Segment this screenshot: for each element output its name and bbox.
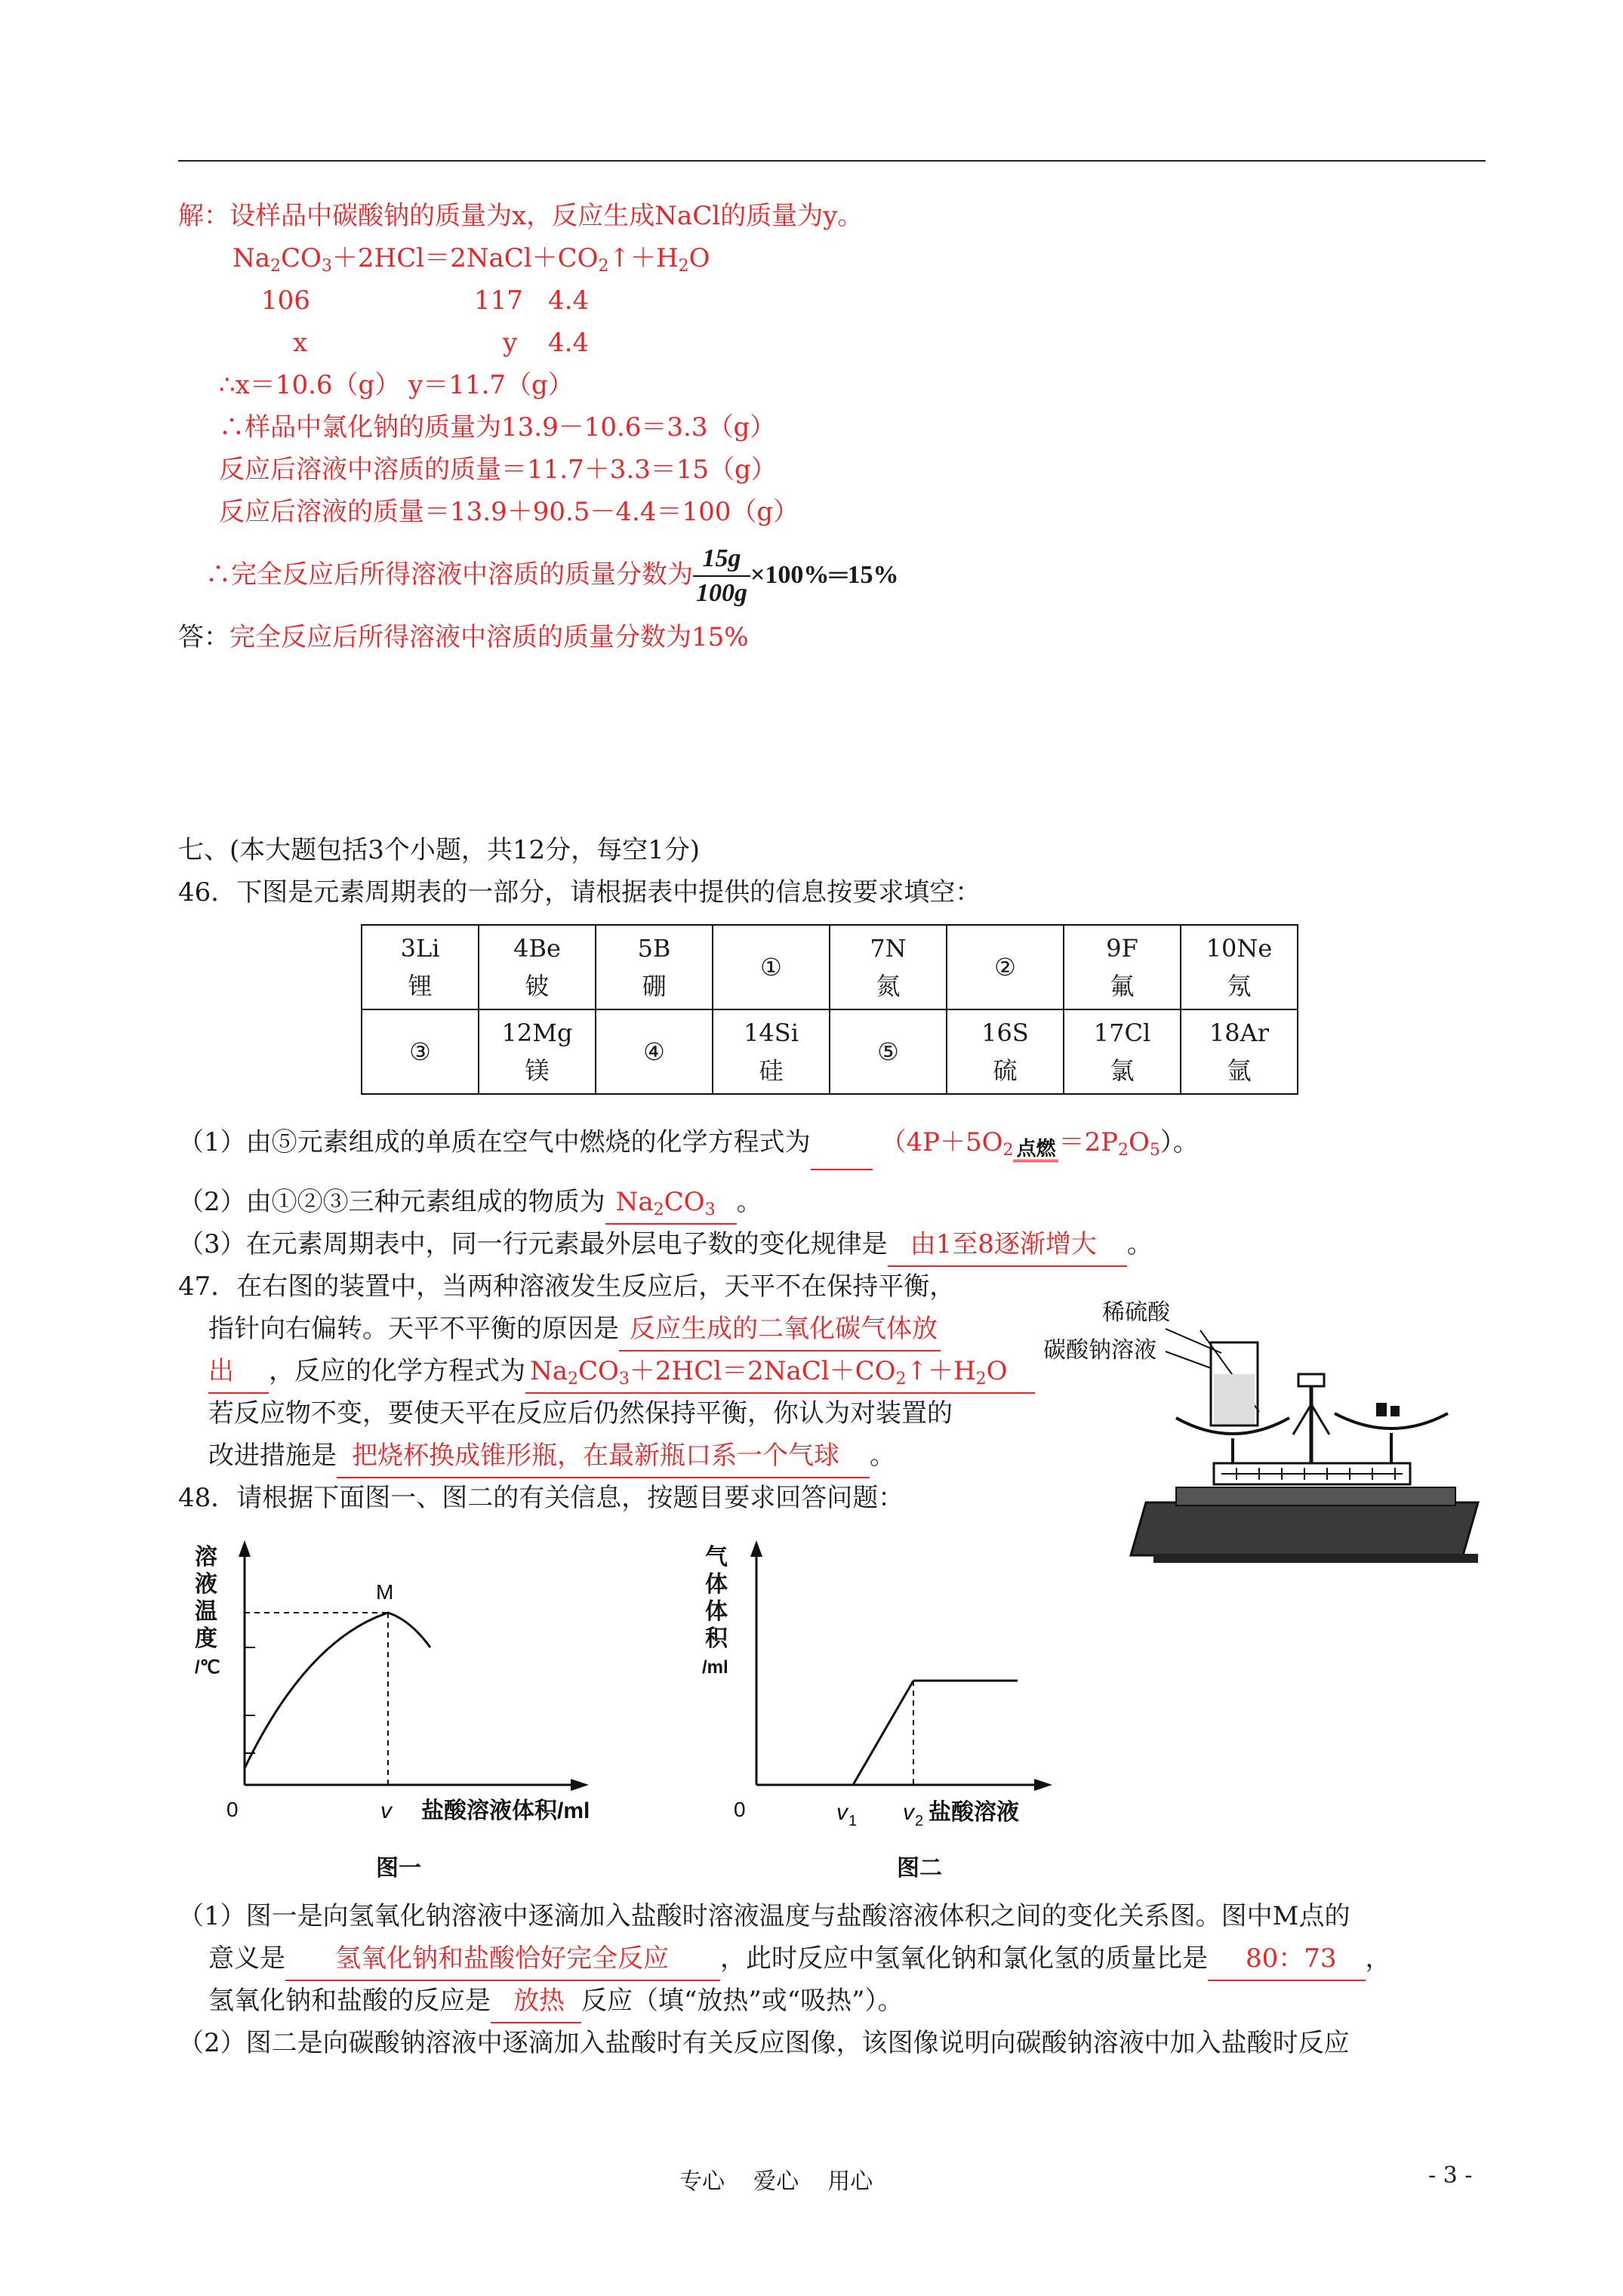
element-cell: ④: [596, 1009, 713, 1094]
answer-blank: $Na_2CO_3+2HCl=2NaCl+CO_2↑+H_2O$: [525, 1350, 1035, 1394]
svg-text:1: 1: [848, 1813, 858, 1829]
answer-blank: [811, 1116, 873, 1170]
element-cell: 5B 硼: [596, 925, 713, 1009]
q47-line2: 指针向右偏转。天平不平衡的原因是 反应生成的二氧化碳气体放: [208, 1308, 941, 1351]
svg-text:温: 温: [195, 1599, 217, 1624]
fig2-xlabel: 盐酸溶液: [929, 1800, 1019, 1825]
unknown-row-b: y: [503, 328, 518, 358]
svg-text:v: v: [903, 1800, 914, 1825]
table-row: [362, 1009, 1298, 1094]
section7-heading: 七、(本大题包括3个小题，共12分，每空1分): [178, 835, 701, 865]
unknown-row-a: x: [293, 328, 308, 358]
svg-text:度: 度: [195, 1626, 217, 1651]
periodic-table: [361, 924, 1298, 1095]
answer-blank: 80：73: [1208, 1937, 1366, 1981]
svg-text:2: 2: [915, 1813, 924, 1829]
question-46: 46．下图是元素周期表的一部分，请根据表中提供的信息按要求填空：: [178, 877, 981, 908]
header-rule: [178, 160, 1486, 162]
answer-blank: $Na_2CO_3$: [605, 1181, 737, 1225]
apparatus-label-acid: 稀硫酸: [1102, 1300, 1170, 1325]
element-cell: ③: [362, 1009, 479, 1094]
element-cell: 3Li 锂: [362, 925, 479, 1009]
q46-2: （2）由①②③三种元素组成的物质为 $Na_2CO_3$ 。: [178, 1181, 762, 1225]
svg-text:体: 体: [705, 1572, 728, 1597]
svg-text:/ml: /ml: [702, 1657, 728, 1678]
element-cell: 18Ar 氩: [1181, 1009, 1298, 1094]
element-cell: ①: [713, 925, 830, 1009]
figure-2: [679, 1527, 1102, 1897]
question-48: 48．请根据下面图一、图二的有关信息，按题目要求回答问题：: [178, 1483, 904, 1513]
solution-solute: 反应后溶液中溶质的质量＝11.7＋3.3＝15（g）: [219, 455, 777, 485]
answer-blank: 反应生成的二氧化碳气体放: [619, 1308, 941, 1351]
element-cell: 4Be 铍: [479, 925, 596, 1009]
element-cell: ②: [947, 925, 1064, 1009]
molar-mass-row-b: 117: [474, 285, 523, 316]
element-cell: 9F 氟: [1064, 925, 1181, 1009]
footer-motto: 专心 爱心 用心: [679, 2168, 873, 2195]
answer-blank: 氢氧化钠和盐酸恰好完全反应: [285, 1937, 720, 1981]
solution-fraction-line: ∴完全反应后所得溶液中溶质的质量分数为 $\frac{15g}{100g}$ ×100%═15%: [205, 538, 898, 612]
q47-line4: 若反应物不变，要使天平在反应后仍然保持平衡，你认为对装置的: [208, 1398, 953, 1428]
q47-line3: 出 ，反应的化学方程式为 $Na_2CO_3+2HCl=2NaCl+CO_2↑+H_2O$: [208, 1350, 1035, 1394]
molar-mass-row-c: 4.4: [548, 285, 590, 316]
answer-line: 答：完全反应后所得溶液中溶质的质量分数为15%: [178, 622, 749, 652]
fig2-caption: 图二: [897, 1856, 942, 1881]
answer-blank: 把烧杯换成锥形瓶，在最新瓶口系一个气球: [337, 1435, 870, 1478]
svg-text:0: 0: [226, 1798, 239, 1821]
element-cell: ⑤: [830, 1009, 947, 1094]
q47-line5: 改进措施是 把烧杯换成锥形瓶，在最新瓶口系一个气球 。: [208, 1435, 895, 1478]
table-row: [362, 925, 1298, 1009]
molar-mass-row-a: 106: [261, 285, 310, 316]
element-cell: 10Ne 氖: [1181, 925, 1298, 1009]
element-cell: 7N 氮: [830, 925, 947, 1009]
reaction-condition: 点燃: [1013, 1139, 1058, 1165]
element-cell: 16S 硫: [947, 1009, 1064, 1094]
svg-text:气: 气: [705, 1545, 728, 1570]
solution-intro: 解：设样品中碳酸钠的质量为x，反应生成NaCl的质量为y。: [178, 201, 864, 231]
answer-blank: 放热: [491, 1980, 581, 2023]
solution-nacl: ∴样品中氯化钠的质量为13.9－10.6＝3.3（g）: [219, 412, 776, 442]
svg-text:体: 体: [705, 1599, 728, 1624]
svg-text:0: 0: [734, 1798, 746, 1821]
svg-text:液: 液: [195, 1572, 217, 1597]
apparatus-label-solution: 碳酸钠溶液: [1043, 1338, 1156, 1363]
svg-text:/℃: /℃: [195, 1657, 220, 1678]
element-cell: 12Mg 镁: [479, 1009, 596, 1094]
q46-3: （3）在元素周期表中，同一行元素最外层电子数的变化规律是 由1至8逐渐增大 。: [178, 1223, 1153, 1267]
figure-1: [178, 1527, 631, 1897]
solution-mass: 反应后溶液的质量＝13.9＋90.5－4.4＝100（g）: [219, 497, 799, 527]
q48-1-line1: （1）图一是向氢氧化钠溶液中逐滴加入盐酸时溶液温度与盐酸溶液体积之间的变化关系图。图中M点的: [178, 1901, 1350, 1931]
page-number: - 3 -: [1428, 2162, 1473, 2189]
q48-2-line1: （2）图二是向碳酸钠溶液中逐滴加入盐酸时有关反应图像，该图像说明向碳酸钠溶液中加入盐酸时反应: [178, 2028, 1350, 2058]
fraction: $\frac{15g}{100g}$: [693, 542, 750, 610]
svg-text:v: v: [380, 1798, 392, 1823]
q48-1-line2: 意义是 氢氧化钠和盐酸恰好完全反应 ，此时反应中氢氧化钠和氯化氢的质量比是 80：73 ，: [208, 1937, 1391, 1981]
answer-blank: 由1至8逐渐增大: [888, 1223, 1127, 1267]
unknown-row-c: 4.4: [548, 328, 590, 358]
answer-blank: 出: [208, 1350, 269, 1394]
element-cell: 14Si 硅: [713, 1009, 830, 1094]
fig1-caption: 图一: [376, 1856, 421, 1881]
solution-equation: $Na_2CO_3+2HCl=2NaCl+CO_2↑+H_2O$: [233, 243, 710, 276]
svg-text:溶: 溶: [195, 1545, 217, 1570]
q46-1: （1）由⑤元素组成的单质在空气中燃烧的化学方程式为 （$4P+5O_2$ 点燃 $=2P_2O_5$）。: [178, 1116, 1199, 1170]
element-cell: 17Cl 氯: [1064, 1009, 1181, 1094]
solution-xy: ∴x＝10.6（g） y＝11.7（g）: [219, 370, 574, 400]
svg-text:积: 积: [705, 1626, 728, 1651]
svg-text:v: v: [836, 1800, 848, 1825]
point-M-label: M: [376, 1580, 394, 1604]
fig1-xlabel: 盐酸溶液体积/ml: [421, 1798, 590, 1823]
q47-line1: 47．在右图的装置中，当两种溶液发生反应后，天平不在保持平衡，: [178, 1271, 956, 1302]
q48-1-line3: 氢氧化钠和盐酸的反应是 放热 反应（填“放热”或“吸热”）。: [208, 1980, 904, 2023]
